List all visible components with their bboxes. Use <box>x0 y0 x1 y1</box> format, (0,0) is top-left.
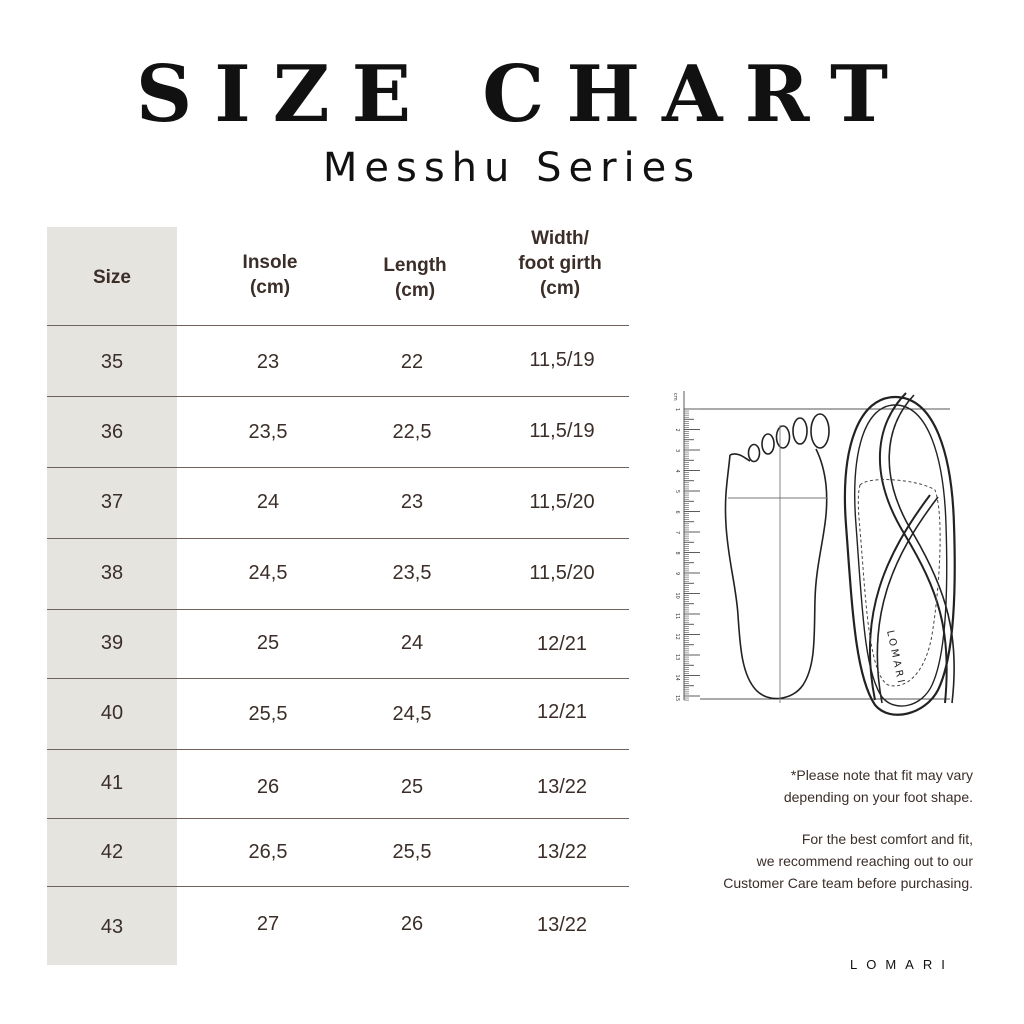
ruler-ticks <box>684 409 700 700</box>
header-insole <box>210 250 330 300</box>
ruler-label: 9 <box>674 572 680 576</box>
ruler-label: 3 <box>674 449 680 453</box>
comfort-note-line1: For the best comfort and fit, <box>801 831 973 847</box>
cell-size: 42 <box>100 841 124 863</box>
ruler-unit-label: cm <box>672 393 678 401</box>
ruler-label: 1 <box>674 408 680 412</box>
cell-size: 43 <box>100 916 124 938</box>
comfort-note <box>723 828 973 894</box>
cell-length: 25,5 <box>392 841 432 863</box>
brand-logo: LOMARI <box>850 957 954 972</box>
header-length-line1: Length <box>383 255 447 276</box>
row-divider <box>47 749 629 750</box>
cell-insole: 26,5 <box>248 841 288 863</box>
cell-width: 12/21 <box>536 701 588 723</box>
header-insole-line1: Insole <box>242 252 298 273</box>
row-divider <box>47 396 629 397</box>
ruler-labels <box>674 408 680 701</box>
cell-width: 11,5/19 <box>529 420 595 442</box>
fit-note-line2: depending on your foot shape. <box>783 789 973 805</box>
comfort-note-line3: Customer Care team before purchasing. <box>723 875 973 891</box>
cell-insole: 24,5 <box>248 562 288 584</box>
ruler-label: 10 <box>674 592 680 599</box>
cell-insole: 26 <box>256 776 280 798</box>
header-insole-line2: (cm) <box>249 277 291 298</box>
cell-insole: 23 <box>256 351 280 373</box>
row-divider <box>47 467 629 468</box>
cell-insole: 24 <box>256 491 280 513</box>
cell-width: 13/22 <box>536 776 588 798</box>
page-subtitle: Messhu Series <box>322 145 702 191</box>
cell-length: 22 <box>400 351 424 373</box>
row-divider <box>47 325 629 326</box>
fit-note-line1: *Please note that fit may vary <box>790 767 973 783</box>
fit-note <box>784 764 973 808</box>
row-divider <box>47 818 629 819</box>
cell-length: 24 <box>400 632 424 654</box>
page-title: SIZE CHART <box>135 49 911 140</box>
cell-size: 35 <box>100 351 124 373</box>
cell-size: 36 <box>100 421 124 443</box>
cell-width: 12/21 <box>536 633 588 655</box>
row-divider <box>47 609 629 610</box>
ruler-label: 2 <box>674 428 680 432</box>
ruler <box>684 391 700 700</box>
cell-length: 23 <box>400 491 424 513</box>
shoe-brand-text: LOMARI <box>884 629 907 687</box>
cell-width: 13/22 <box>536 914 588 936</box>
ruler-label: 12 <box>674 633 680 640</box>
cell-size: 39 <box>100 632 124 654</box>
cell-insole: 25 <box>256 632 280 654</box>
cell-width: 11,5/20 <box>529 491 595 513</box>
ruler-label: 13 <box>674 654 680 661</box>
cell-length: 25 <box>400 776 424 798</box>
cell-length: 23,5 <box>392 562 432 584</box>
foot-measurement-illustration <box>670 385 980 720</box>
cell-insole: 23,5 <box>248 421 288 443</box>
comfort-note-line2: we recommend reaching out to our <box>756 853 973 869</box>
cell-size: 37 <box>100 491 124 513</box>
row-divider <box>47 886 629 887</box>
header-width-line2: foot girth <box>518 253 602 274</box>
ruler-label: 11 <box>674 613 680 620</box>
cell-width: 11,5/19 <box>529 349 595 371</box>
header-size: Size <box>92 267 132 288</box>
header-width <box>495 226 625 301</box>
ruler-label: 5 <box>674 490 680 494</box>
ruler-label: 7 <box>674 531 680 535</box>
cell-width: 11,5/20 <box>529 562 595 584</box>
ruler-label: 15 <box>674 695 680 702</box>
row-divider <box>47 678 629 679</box>
ruler-label: 8 <box>674 551 680 555</box>
cell-length: 22,5 <box>392 421 432 443</box>
cell-size: 41 <box>100 772 124 794</box>
cell-width: 13/22 <box>536 841 588 863</box>
header-length-line2: (cm) <box>394 280 436 301</box>
ruler-label: 6 <box>674 510 680 514</box>
ruler-label: 14 <box>674 674 680 681</box>
cell-insole: 27 <box>256 913 280 935</box>
cell-insole: 25,5 <box>248 703 288 725</box>
cell-size: 38 <box>100 562 124 584</box>
header-length <box>355 253 475 303</box>
header-width-line3: (cm) <box>539 278 581 299</box>
ruler-label: 4 <box>674 469 680 473</box>
cell-length: 26 <box>400 913 424 935</box>
cell-length: 24,5 <box>392 703 432 725</box>
foot-outline <box>725 414 829 699</box>
row-divider <box>47 538 629 539</box>
cell-size: 40 <box>100 702 124 724</box>
header-width-line1: Width/ <box>531 228 589 249</box>
